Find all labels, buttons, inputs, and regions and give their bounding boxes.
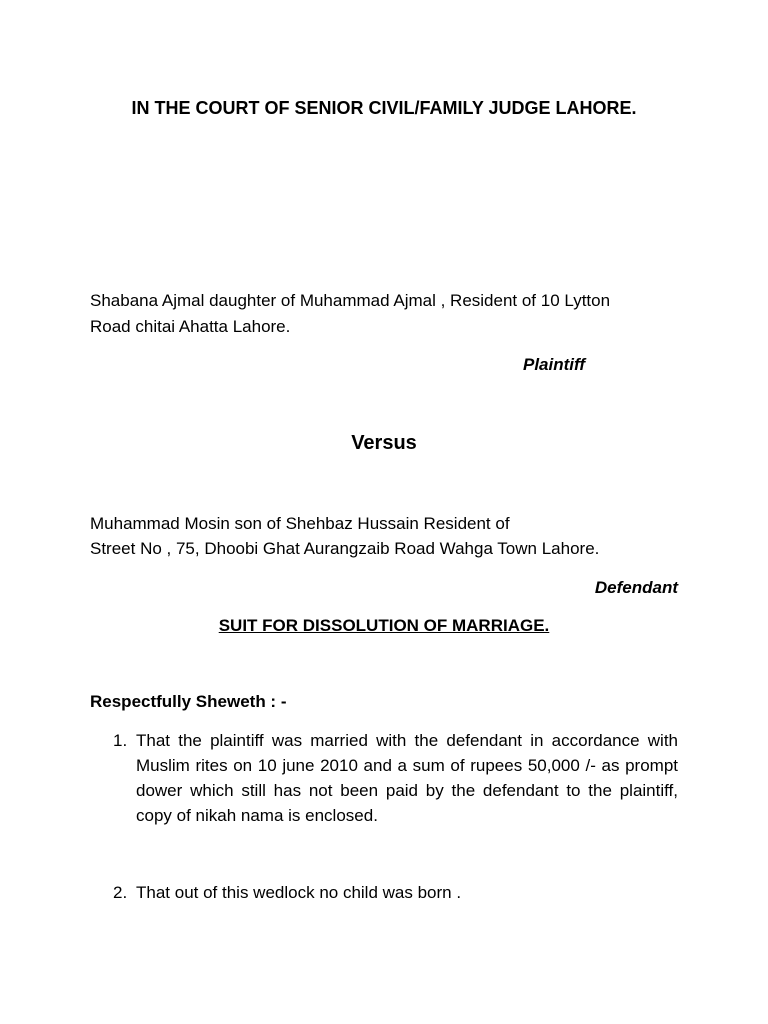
- court-heading: IN THE COURT OF SENIOR CIVIL/FAMILY JUDGE LAHORE.: [131, 98, 637, 118]
- defendant-line-2: Street No , 75, Dhoobi Ghat Aurangzaib Road Wahga Town Lahore.: [90, 539, 600, 558]
- plaintiff-role-label: Plaintiff: [523, 355, 586, 374]
- defendant-line-1: Muhammad Mosin son of Shehbaz Hussain Resident of: [90, 514, 510, 533]
- paragraph-text: That out of this wedlock no child was born .: [136, 883, 462, 902]
- paragraph-text: That the plaintiff was married with the defendant in accordance with Muslim rites on 10 june 2010 and a sum of rupees 50,000 /- as prompt dower which still has not been paid by the defendant to the plaintiff, copy of nikah nama is enclosed.: [136, 731, 678, 825]
- paragraph-number: 1.: [113, 731, 128, 750]
- plaintiff-line-2: Road chitai Ahatta Lahore.: [90, 317, 291, 336]
- versus-label: Versus: [351, 432, 417, 454]
- salutation: Respectfully Sheweth : -: [90, 692, 287, 711]
- suit-title: SUIT FOR DISSOLUTION OF MARRIAGE.: [218, 616, 550, 635]
- plaintiff-line-1: Shabana Ajmal daughter of Muhammad Ajmal , Resident of 10 Lytton: [90, 291, 611, 310]
- paragraph-number: 2.: [113, 883, 128, 902]
- defendant-role-label: Defendant: [594, 578, 678, 597]
